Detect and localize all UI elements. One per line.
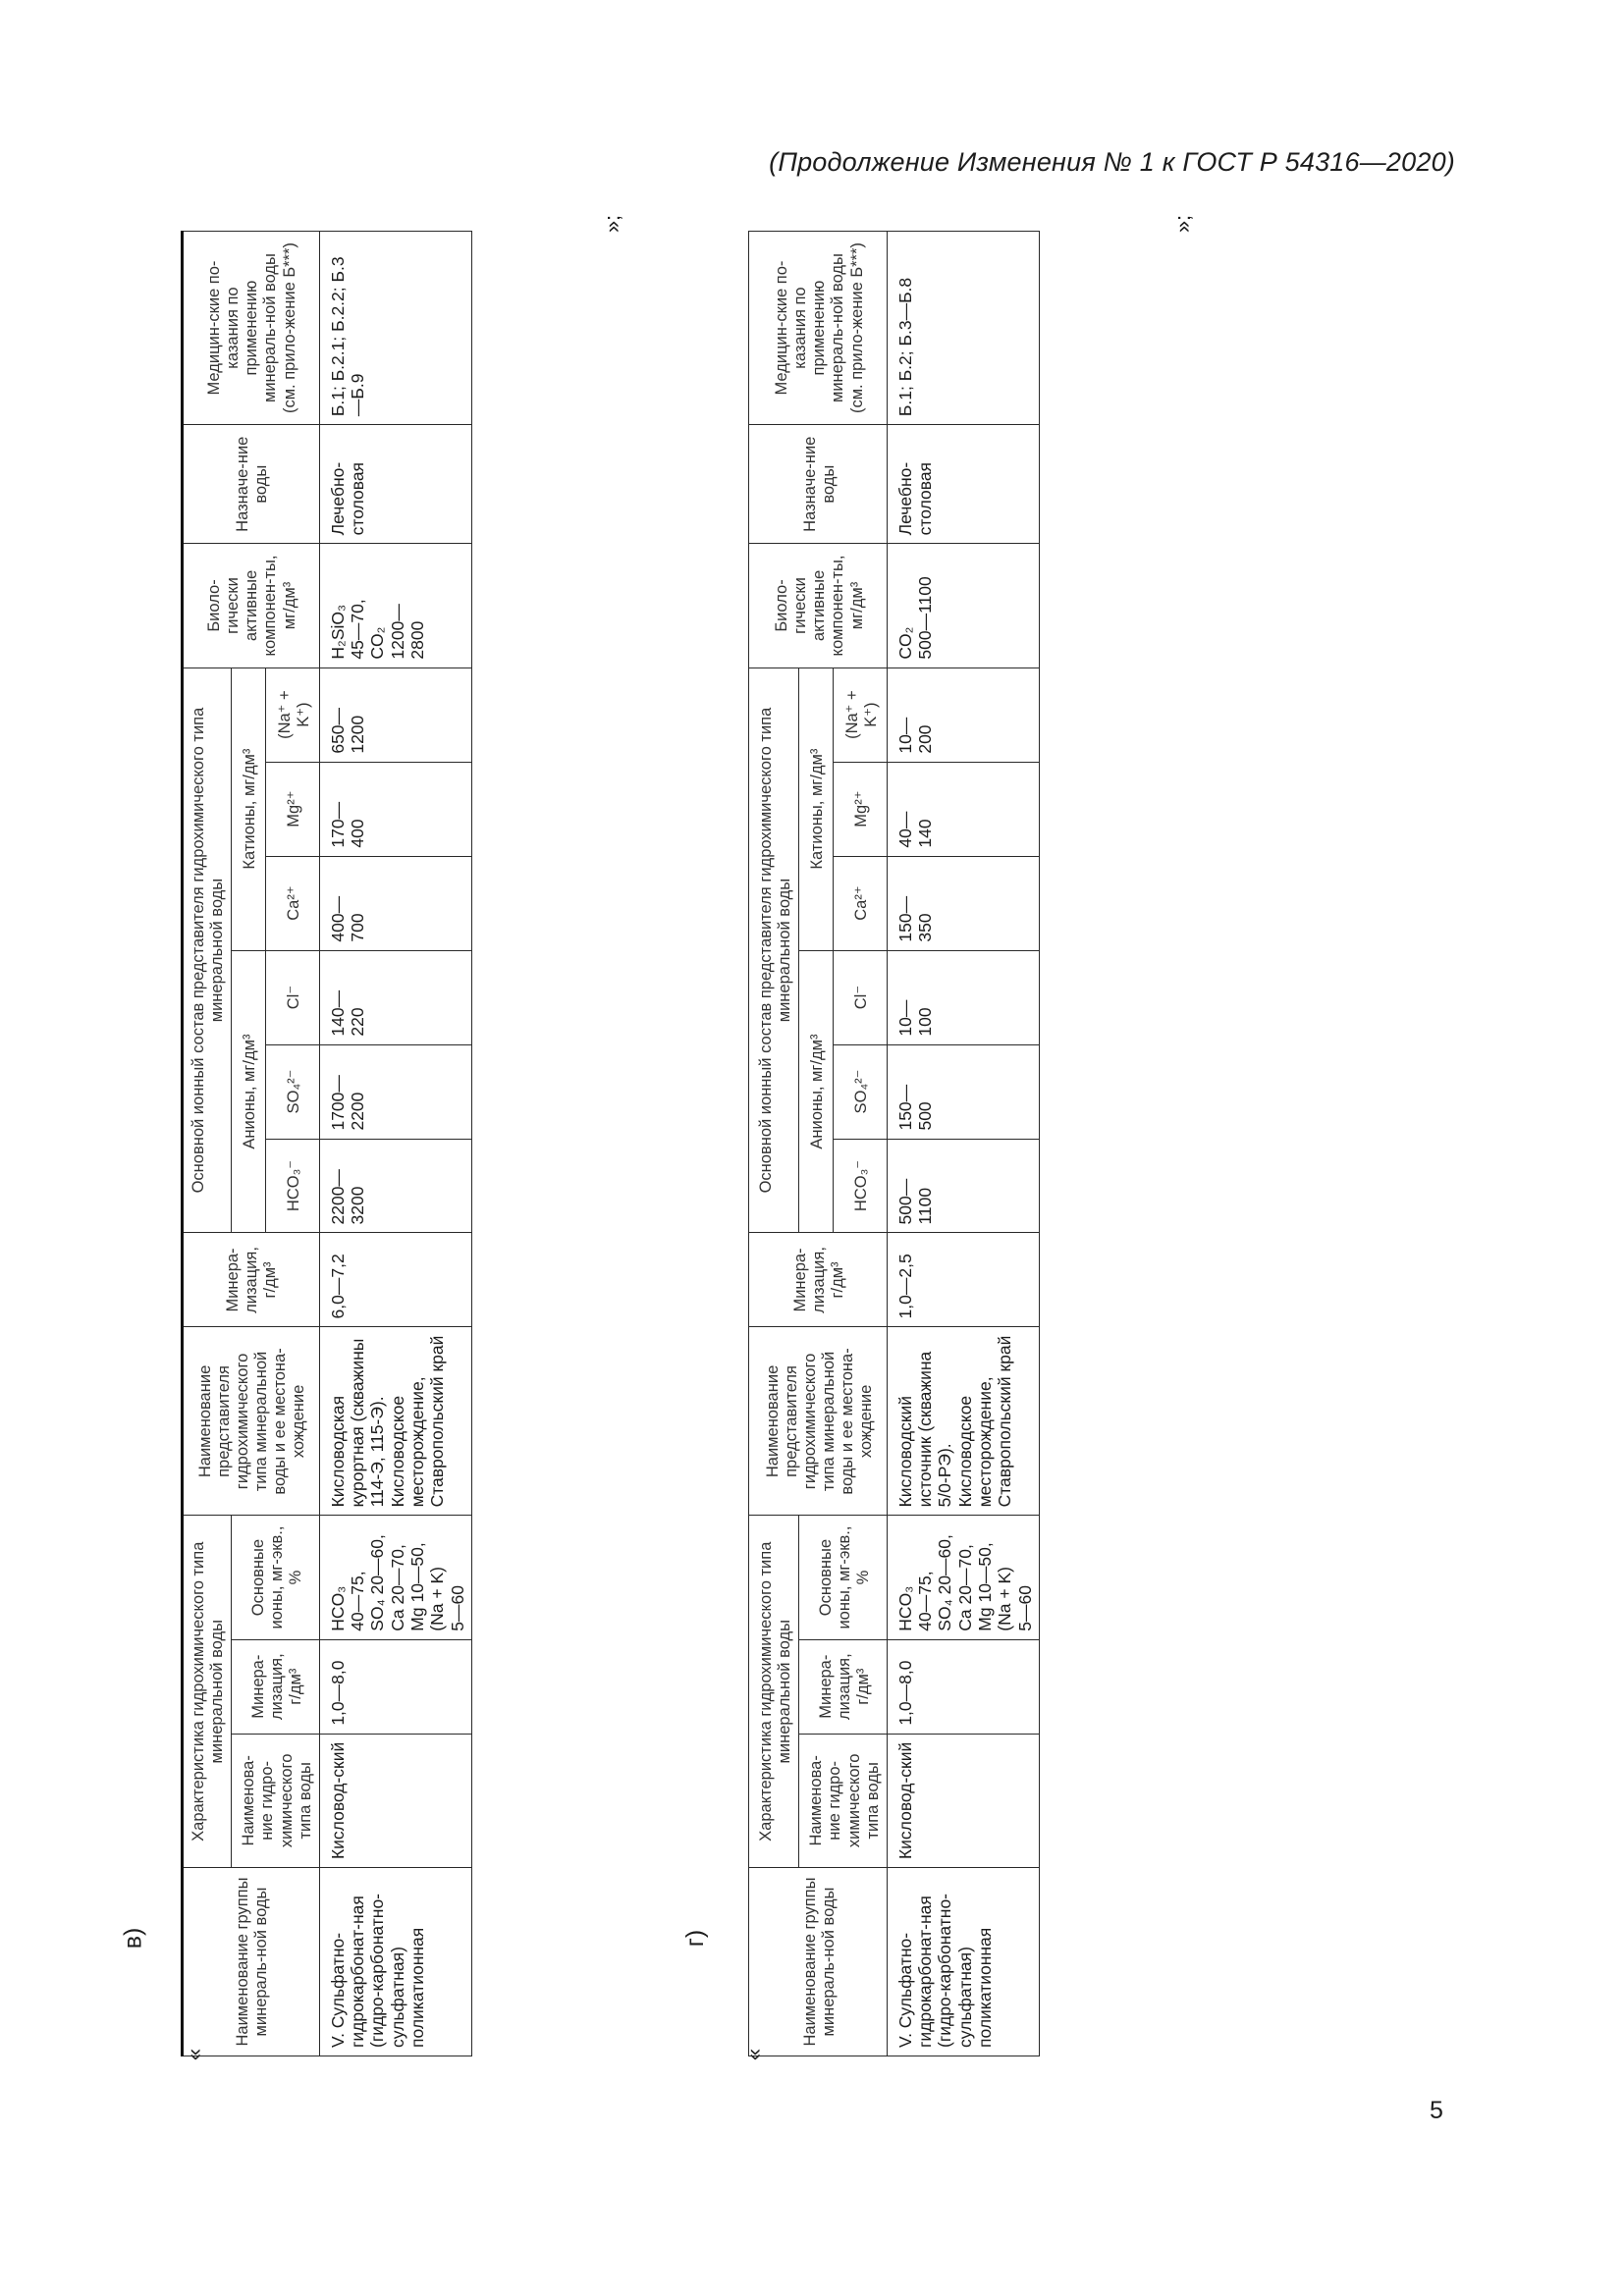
- col-mg-header: Mg²⁺: [265, 762, 319, 856]
- cell-mg: 170— 400: [319, 762, 471, 856]
- col-hco3-header: HCO₃⁻: [265, 1139, 319, 1233]
- cell-so4: 150— 500: [887, 1044, 1039, 1139]
- col-bio-header: Биоло-гически активные компонен-ты, мг/дм³: [749, 544, 888, 667]
- col-bio-header: Биоло-гически активные компонен-ты, мг/дм³: [182, 544, 320, 667]
- cell-group: V. Сульфатно-гидрокарбонат-ная (гидро-карбонатно-сульфатная) поликатионная: [887, 1868, 1039, 2056]
- close-quote: »;: [600, 214, 625, 234]
- col-ion-comp-header: Основной ионный состав представителя гидрохимического типа минеральной воды: [749, 667, 799, 1233]
- cell-type-name: Кисловод-ский: [319, 1734, 471, 1867]
- col-nak-header: (Na⁺ + K⁺): [833, 667, 887, 762]
- cell-purpose: Лечебно-столовая: [887, 425, 1039, 544]
- cell-mg: 40— 140: [887, 762, 1039, 856]
- col-cl-header: Cl⁻: [265, 950, 319, 1044]
- cell-type-mineral: 1,0—8,0: [887, 1639, 1039, 1734]
- cell-medical: Б.1; Б.2; Б.3—Б.8: [887, 232, 1039, 425]
- col-medical-header: Медицин-ские по-казания по применению минераль-ной воды (см. прило-жение Б***): [749, 232, 888, 425]
- col-char-group-header: Характеристика гидрохимического типа минеральной воды: [749, 1516, 799, 1868]
- table-row: [887, 232, 1039, 2056]
- col-purpose-header: Назначе-ние воды: [182, 425, 320, 544]
- col-type-mineral-header: Минера-лизация, г/дм³: [799, 1639, 888, 1734]
- col-type-ions-header: Основные ионы, мг-экв., %: [232, 1516, 320, 1639]
- cell-hco3: 500— 1100: [887, 1139, 1039, 1233]
- cell-hco3: 2200— 3200: [319, 1139, 471, 1233]
- col-cations-header: Катионы, мг/дм³: [232, 667, 265, 950]
- table-v: [181, 231, 593, 2056]
- cell-type-ions: HCO₃ 40—75, SO₄ 20—60, Ca 20—70, Mg 10—50, (Na + K) 5—60: [887, 1516, 1039, 1639]
- col-purpose-header: Назначе-ние воды: [749, 425, 888, 544]
- col-type-name-header: Наименова-ние гидро-химического типа воды: [232, 1734, 320, 1867]
- col-anions-header: Анионы, мг/дм³: [799, 950, 833, 1233]
- cell-rep-name: Кисловодский источник (скважина 5/0-РЭ). Кисловодское месторождение, Ставропольский край: [887, 1327, 1039, 1516]
- table-g: [748, 231, 1161, 2056]
- col-cations-header: Катионы, мг/дм³: [799, 667, 833, 950]
- cell-rep-mineral: 6,0—7,2: [319, 1233, 471, 1327]
- col-rep-mineral-header: Минера-лизация, г/дм³: [749, 1233, 888, 1327]
- col-ion-comp-header: Основной ионный состав представителя гидрохимического типа минеральной воды: [182, 667, 232, 1233]
- cell-cl: 10— 100: [887, 950, 1039, 1044]
- cell-nak: 10— 200: [887, 667, 1039, 762]
- col-cl-header: Cl⁻: [833, 950, 887, 1044]
- cell-ca: 400— 700: [319, 856, 471, 950]
- col-nak-header: (Na⁺ + K⁺): [265, 667, 319, 762]
- cell-ca: 150— 350: [887, 856, 1039, 950]
- cell-type-mineral: 1,0—8,0: [319, 1639, 471, 1734]
- col-rep-mineral-header: Минера-лизация, г/дм³: [182, 1233, 320, 1327]
- mineral-water-table: [748, 231, 1040, 2056]
- col-char-group-header: Характеристика гидрохимического типа минеральной воды: [182, 1516, 232, 1868]
- cell-rep-mineral: 1,0—2,5: [887, 1233, 1039, 1327]
- cell-rep-name: Кисловодская курортная (скважины 114-Э, 115-Э). Кисловодское месторождение, Ставропольский край: [319, 1327, 471, 1516]
- cell-medical: Б.1; Б.2.1; Б.2.2; Б.3—Б.9: [319, 232, 471, 425]
- open-quote: «: [182, 2048, 207, 2061]
- cell-group: V. Сульфатно-гидрокарбонат-ная (гидро-карбонатно-сульфатная) поликатионная: [319, 1868, 471, 2056]
- cell-so4: 1700— 2200: [319, 1044, 471, 1139]
- col-rep-name-header: Наименование представителя гидрохимического типа минеральной воды и ее местона-хождение: [182, 1327, 320, 1516]
- col-rep-name-header: Наименование представителя гидрохимического типа минеральной воды и ее местона-хождение: [749, 1327, 888, 1516]
- cell-cl: 140— 220: [319, 950, 471, 1044]
- table-letter-g: г): [681, 1929, 710, 1948]
- col-so4-header: SO₄²⁻: [265, 1044, 319, 1139]
- col-group-header: Наименование группы минераль-ной воды: [749, 1868, 888, 2056]
- cell-purpose: Лечебно-столовая: [319, 425, 471, 544]
- cell-bio: CO₂ 500—1100: [887, 544, 1039, 667]
- col-type-name-header: Наименова-ние гидро-химического типа воды: [799, 1734, 888, 1867]
- col-group-header: Наименование группы минераль-ной воды: [182, 1868, 320, 2056]
- mineral-water-table: [181, 231, 472, 2056]
- col-type-mineral-header: Минера-лизация, г/дм³: [232, 1639, 320, 1734]
- col-anions-header: Анионы, мг/дм³: [232, 950, 265, 1233]
- cell-nak: 650— 1200: [319, 667, 471, 762]
- table-row: [319, 232, 471, 2056]
- col-ca-header: Ca²⁺: [833, 856, 887, 950]
- cell-bio: H₂SiO₃ 45—70, CO₂ 1200— 2800: [319, 544, 471, 667]
- table-letter-v: в): [119, 1927, 147, 1949]
- col-type-ions-header: Основные ионы, мг-экв., %: [799, 1516, 888, 1639]
- col-ca-header: Ca²⁺: [265, 856, 319, 950]
- page-header: (Продолжение Изменения № 1 к ГОСТ Р 54316—2020): [769, 147, 1455, 177]
- col-mg-header: Mg²⁺: [833, 762, 887, 856]
- cell-type-ions: HCO₃ 40—75, SO₄ 20—60, Ca 20—70, Mg 10—50, (Na + K) 5—60: [319, 1516, 471, 1639]
- col-medical-header: Медицин-ские по-казания по применению минераль-ной воды (см. прило-жение Б***): [182, 232, 320, 425]
- page-number: 5: [1430, 2097, 1443, 2124]
- open-quote: «: [741, 2048, 767, 2061]
- col-hco3-header: HCO₃⁻: [833, 1139, 887, 1233]
- col-so4-header: SO₄²⁻: [833, 1044, 887, 1139]
- cell-type-name: Кисловод-ский: [887, 1734, 1039, 1867]
- close-quote: »;: [1170, 214, 1196, 234]
